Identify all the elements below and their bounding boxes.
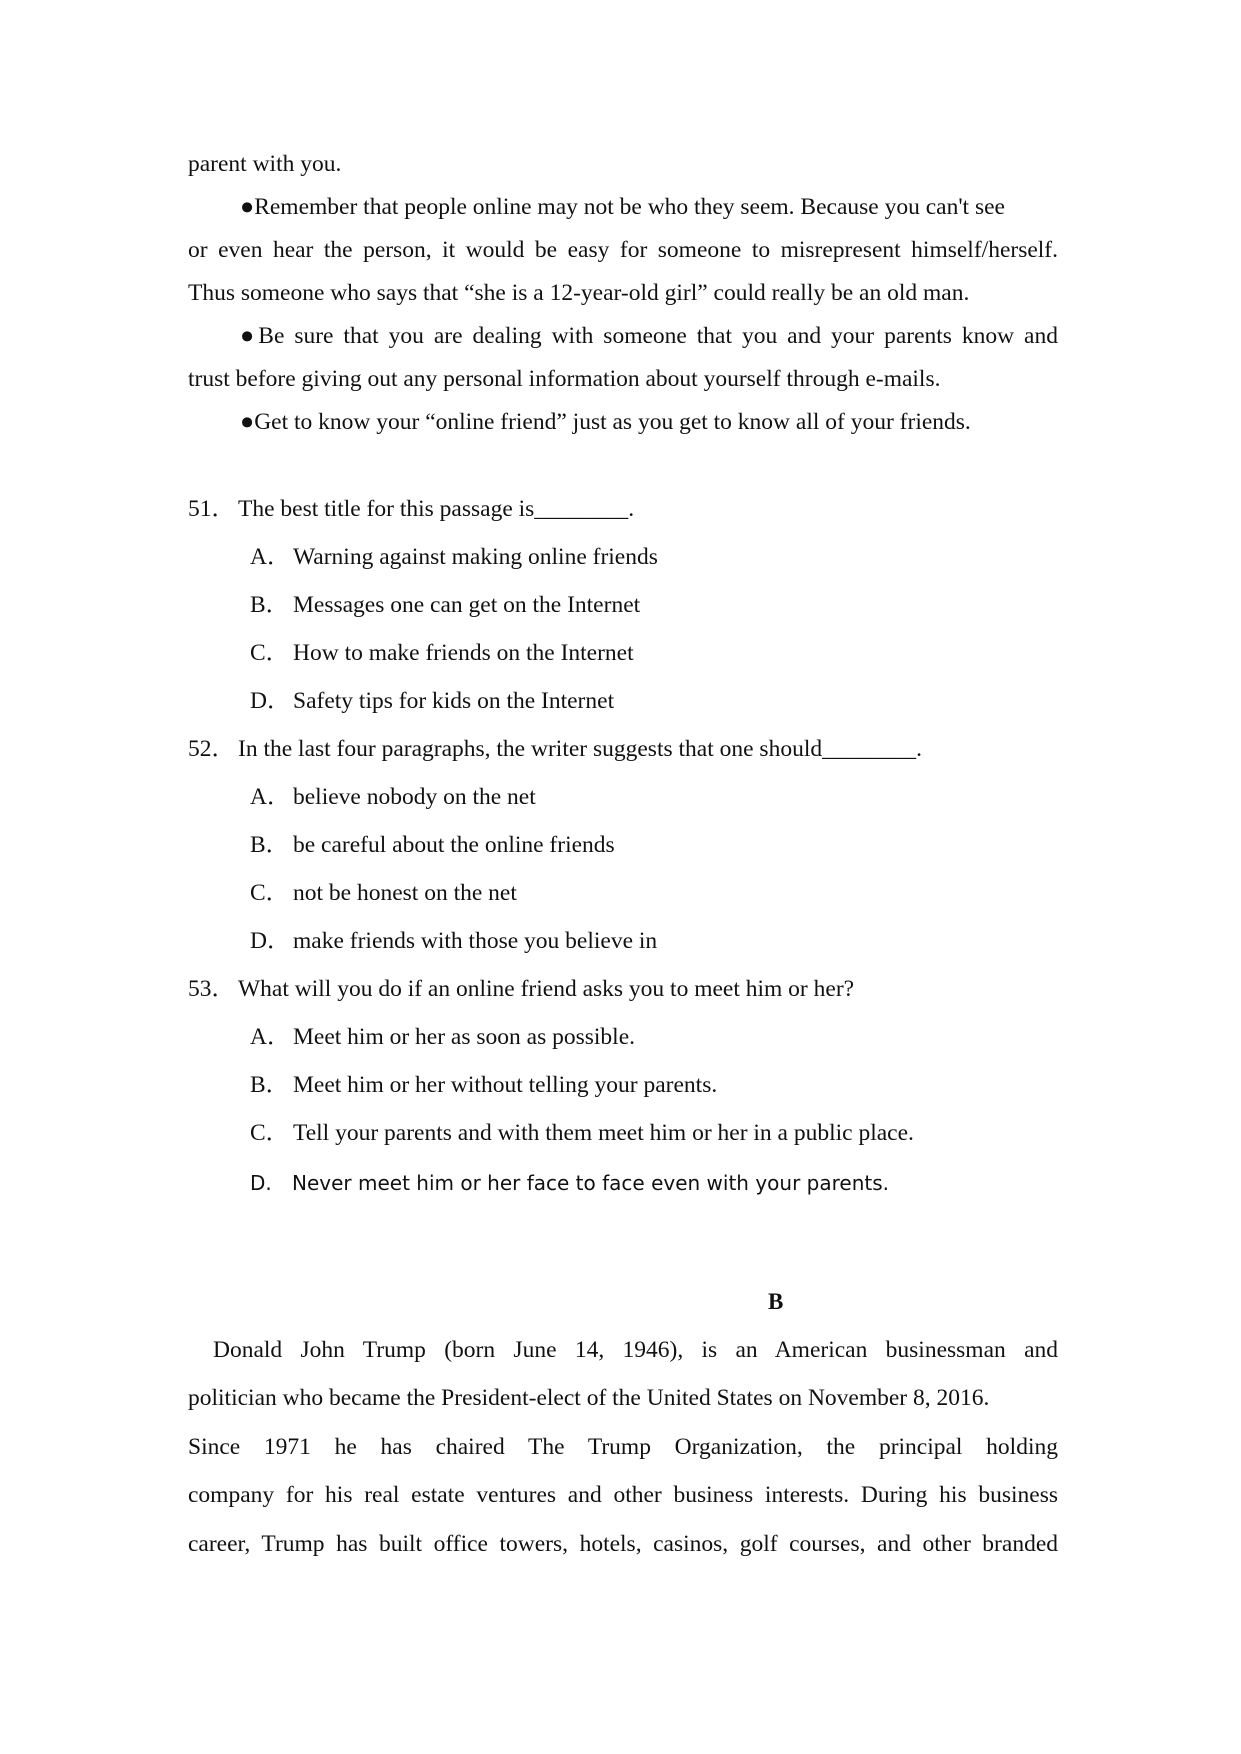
passage-line: Donald John Trump (born June 14, 1946), is an American businessman and [213,1337,1058,1363]
option-text: make friends with those you believe in [293,928,658,954]
passage-line: parent with you. [188,151,342,177]
option-51-c [250,638,634,668]
question-number: 51． [188,496,235,522]
bullet-paragraph: ●Remember that people online may not be who they seem. Because you can't see [240,194,1005,220]
option-text: How to make friends on the Internet [293,640,634,666]
question-text: What will you do if an online friend asks you to meet him or her? [238,976,855,1002]
passage-line: company for his real estate ventures and other business interests. During his business [188,1482,1058,1508]
section-heading: B [768,1289,784,1314]
passage-line: Thus someone who says that “she is a 12-year-old girl” could really be an old man. [188,280,970,306]
passage-line: or even hear the person, it would be easy for someone to misrepresent himself/herself. [188,237,1058,263]
question-text: In the last four paragraphs, the writer suggests that one should________. [238,736,922,762]
bullet-paragraph: ●Be sure that you are dealing with someone that you and your parents know and [240,323,1058,349]
option-text: Tell your parents and with them meet him or her in a public place. [293,1120,914,1146]
option-letter: C． [250,1120,290,1146]
question-51 [188,494,1058,524]
option-51-a [250,542,658,572]
passage-line: trust before giving out any personal information about yourself through e-mails. [188,366,941,392]
option-letter: D. [250,1171,272,1195]
option-letter: D． [250,928,291,954]
question-52 [188,734,1058,764]
option-letter: D． [250,688,291,714]
option-letter: C． [250,640,290,666]
option-letter: B． [250,592,290,618]
option-53-c [250,1118,914,1148]
option-text: Safety tips for kids on the Internet [293,688,615,714]
option-52-a [250,782,536,812]
option-53-b [250,1070,717,1100]
option-51-d [250,686,614,716]
question-53 [188,974,1058,1004]
option-letter: A． [250,784,291,810]
passage-line: Since 1971 he has chaired The Trump Organization, the principal holding [188,1434,1058,1460]
passage-line: politician who became the President-elect of the United States on November 8, 2016. [188,1385,990,1411]
option-text: be careful about the online friends [293,832,615,858]
option-letter: A． [250,544,291,570]
option-52-d [250,926,657,956]
passage-line: career, Trump has built office towers, hotels, casinos, golf courses, and other branded [188,1531,1058,1557]
bullet-paragraph: ●Get to know your “online friend” just as you get to know all of your friends. [240,409,971,435]
question-number: 53． [188,976,235,1002]
option-letter: C． [250,880,290,906]
option-53-a [250,1022,635,1052]
question-text: The best title for this passage is________. [238,496,635,522]
option-text: Messages one can get on the Internet [293,592,641,618]
option-letter: B． [250,1072,290,1098]
option-text: Meet him or her without telling your parents. [293,1072,718,1098]
option-text: Meet him or her as soon as possible. [293,1024,636,1050]
question-number: 52． [188,736,235,762]
option-letter: B． [250,832,290,858]
option-text: believe nobody on the net [293,784,536,810]
option-53-d [250,1168,889,1198]
option-text: Warning against making online friends [293,544,658,570]
option-52-b [250,830,615,860]
option-letter: A． [250,1024,291,1050]
option-text: not be honest on the net [293,880,517,906]
option-text: Never meet him or her face to face even with your parents. [292,1171,890,1195]
option-52-c [250,878,517,908]
option-51-b [250,590,640,620]
